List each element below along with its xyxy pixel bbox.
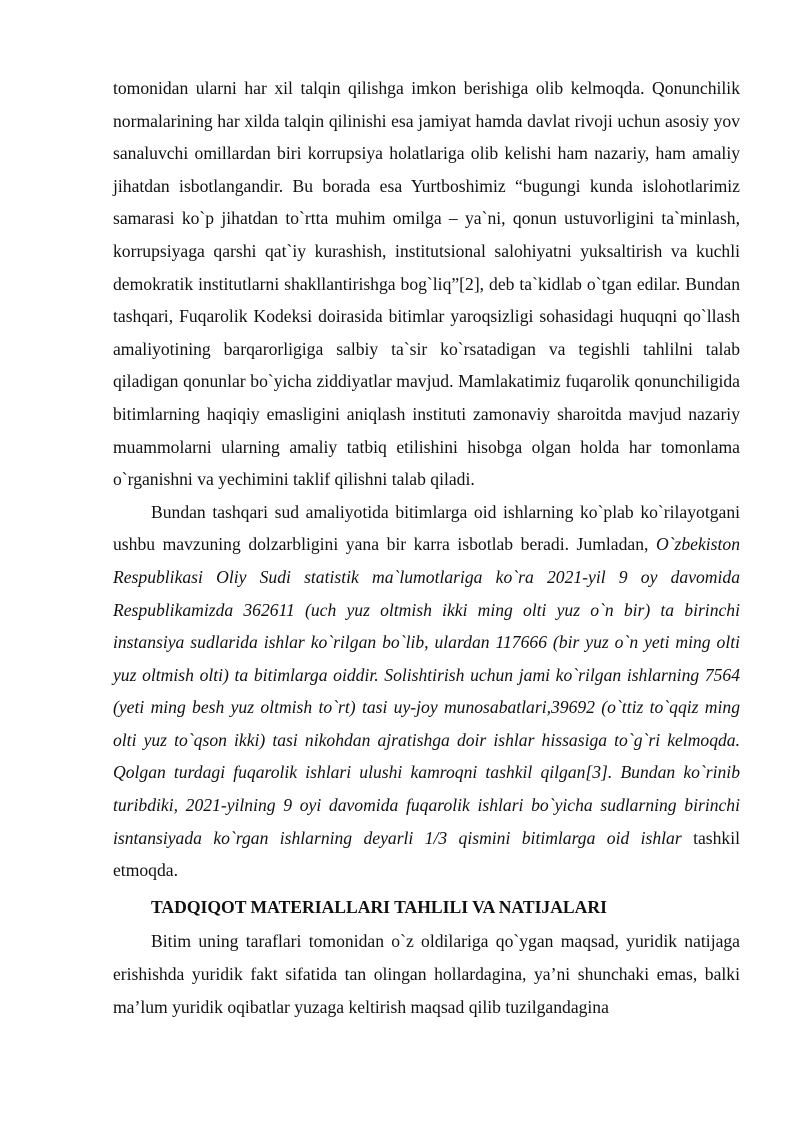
paragraph-2-tail: tashkil etmoqda. [113,827,740,881]
paragraph-2-lead: Bundan tashqari sud amaliyotida bitimlarga oid ishlarning ko`plab ko`rilayotgani ushbu mavzuning dolzarbligini yana bir karra isbotlab beradi. Jumladan, [113,501,740,555]
body-paragraph-1: tomonidan ularni har xil talqin qilishga imkon berishiga olib kelmoqda. Qonunchilik normalarining har xilda talqin qilinishi esa jamiyat hamda davlat rivoji uchun asosiy yov sanaluvchi omillardan biri korrupsiya holatlariga olib kelishi ham nazariy, ham amaliy jihatdan isbotlangandir. Bu borada esa Yurtboshimiz “bugungi kunda islohotlarimiz samarasi ko`p jihatdan to`rtta muhim omilga – ya`ni, qonun ustuvorligini ta`minlash, korrupsiyaga qarshi qat`iy kurashish, institutsional salohiyatni yuksaltirish va kuchli demokratik institutlarni shakllantirishga bog`liq”[2], deb ta`kidlab o`tgan edilar. Bundan tashqari, Fuqarolik Kodeksi doirasida bitimlar yaroqsizligi sohasidagi huquqni qo`llash amaliyotining barqarorligiga salbiy ta`sir ko`rsatadigan va tegishli tahlilni talab qiladigan qonunlar bo`yicha ziddiyatlar mavjud. Mamlakatimiz fuqarolik qonunchiligida bitimlarning haqiqiy emasligini aniqlash instituti zamonaviy sharoitda mavjud nazariy muammolarni ularning amaliy tatbiq etilishini hisobga olgan holda har tomonlama o`rganishni va yechimini taklif qilishni talab qiladi. [113,78,740,490]
body-paragraph-2 [113,496,740,887]
body-paragraph-3: Bitim uning taraflari tomonidan o`z oldilariga qo`ygan maqsad, yuridik natijaga erishishda yuridik fakt sifatida tan olingan hollardagina, ya’ni shunchaki emas, balki ma’lum yuridik oqibatlar yuzaga keltirish maqsad qilib tuzilgandagina [113,931,740,1017]
section-heading: TADQIQOT MATERIALLARI TAHLILI VA NATIJALARI [151,896,607,917]
page-content [113,72,740,1023]
paragraph-2-italic-statistics: O`zbekiston Respublikasi Oliy Sudi statistik ma`lumotlariga ko`ra 2021-yil 9 oy davomida Respublikamizda 362611 (uch yuz oltmish ikki ming olti yuz o`n bir) ta birinchi instansiya sudlarida ishlar ko`rilgan bo`lib, ulardan 117666 (bir yuz o`n yeti ming olti yuz oltmish olti) ta bitimlarga oiddir. Solishtirish uchun jami ko`rilgan ishlarning 7564 (yeti ming besh yuz oltmish to`rt) tasi uy-joy munosabatlari,39692 (o`ttiz to`qqiz ming olti yuz to`qson ikki) tasi nikohdan ajratishga doir ishlar hissasiga to`g`ri kelmoqda. Qolgan turdagi fuqarolik ishlari ulushi kamroqni tashkil qilgan[3]. Bundan ko`rinib turibdiki, 2021-yilning 9 oyi davomida fuqarolik ishlari bo`yicha sudlarning birinchi isntansiyada ko`rgan ishlarning deyarli 1/3 qismini bitimlarga oid ishlar [113,534,740,848]
